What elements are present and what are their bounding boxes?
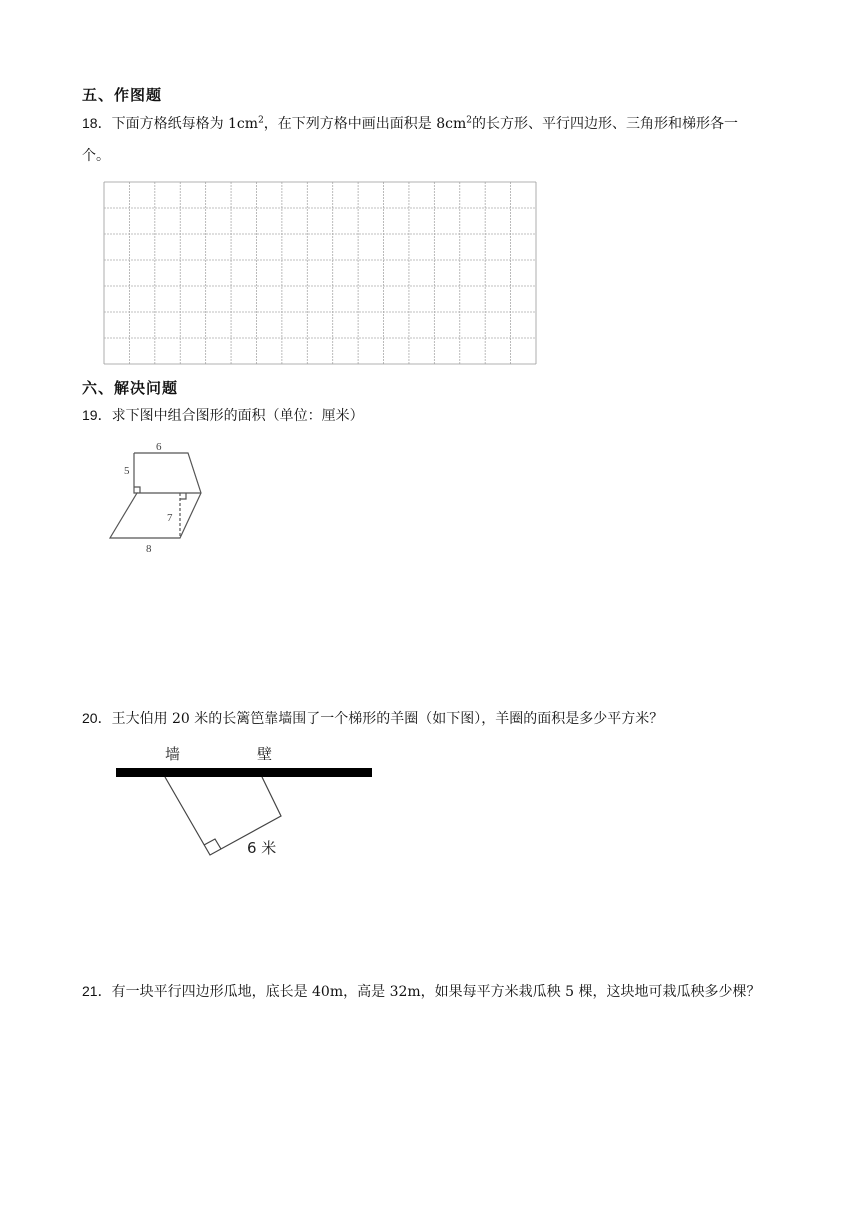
right-angle-mark (204, 839, 221, 849)
section-title-drawing: 五、作图题 (82, 86, 163, 104)
question-number: 21． (82, 983, 112, 999)
wall-label-left: 墙 (165, 745, 181, 763)
question-18-line-1 (82, 108, 812, 139)
question-text: ，在下列方格中画出面积是 8cm (263, 116, 467, 132)
side-label: 6 米 (247, 839, 277, 857)
question-20 (82, 703, 663, 734)
composite-figure (100, 440, 220, 560)
question-text: 求下图中组合图形的面积（单位：厘米） (111, 408, 364, 424)
label-top: 6 (156, 441, 162, 453)
question-number: 18． (82, 115, 112, 131)
label-height: 7 (167, 512, 173, 524)
question-text: 王大伯用 20 米的长篱笆靠墙围了一个梯形的羊圈（如下图），羊圈的面积是多少平方米？ (111, 711, 664, 727)
question-text: 下面方格纸每格为 1cm (111, 116, 259, 132)
right-angle-mark (180, 493, 186, 499)
question-text: 有一块平行四边形瓜地，底长是 40m，高是 32m，如果每平方米栽瓜秧 5 棵，这块地可栽瓜秧多少棵？ (111, 984, 761, 1000)
question-text: 的长方形、平行四边形、三角形和梯形各一 (472, 116, 739, 132)
label-bottom: 8 (146, 543, 152, 555)
section-title-problems: 六、解决问题 (82, 379, 179, 397)
question-number: 19． (82, 407, 112, 423)
question-number: 20． (82, 710, 112, 726)
grid-paper[interactable] (104, 182, 536, 364)
question-19 (82, 400, 364, 431)
question-18-line-2: 个。 (82, 148, 110, 164)
wall (116, 768, 372, 777)
question-18 (82, 108, 812, 171)
wall-label-right: 壁 (257, 745, 273, 763)
sheep-pen-figure (112, 740, 382, 865)
right-angle-mark (134, 487, 140, 493)
superscript: 2 (258, 115, 264, 126)
label-left: 5 (124, 465, 130, 477)
superscript: 2 (466, 115, 473, 126)
question-21 (82, 976, 760, 1007)
